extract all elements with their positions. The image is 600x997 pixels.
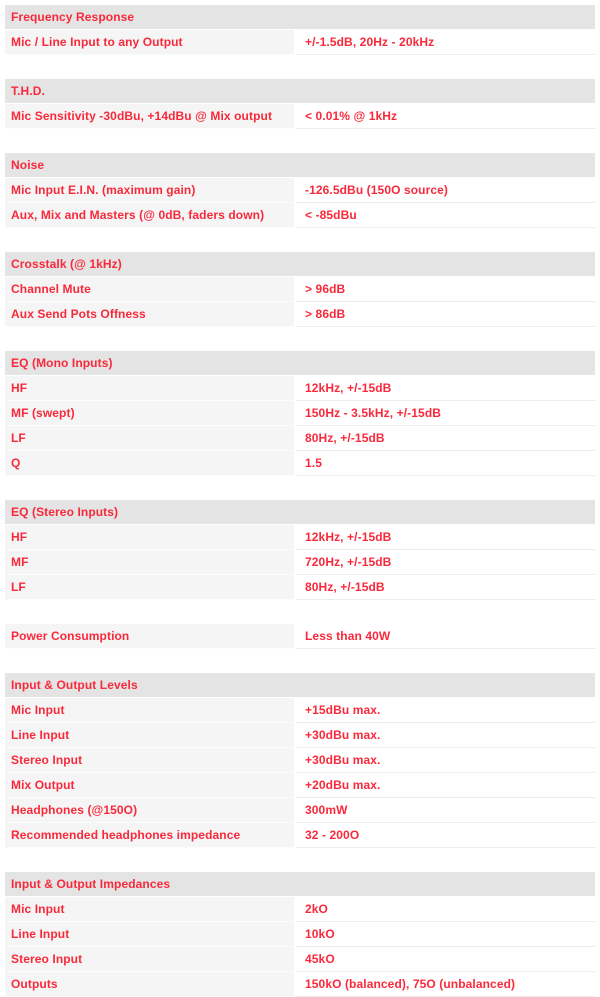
section-spacer <box>5 848 595 872</box>
section-header <box>5 252 595 277</box>
spec-label: Mic / Line Input to any Output <box>5 30 294 55</box>
spec-row <box>5 376 595 401</box>
section-header-label: Input & Output Impedances <box>11 877 171 891</box>
spec-label: Power Consumption <box>5 624 294 649</box>
spec-row <box>5 277 595 302</box>
spec-section-crosstalk <box>5 252 595 327</box>
section-header <box>5 5 595 30</box>
section-header <box>5 153 595 178</box>
spec-label: LF <box>5 575 294 600</box>
spec-value: > 96dB <box>296 277 595 302</box>
spec-value: > 86dB <box>296 302 595 327</box>
spec-row <box>5 426 595 451</box>
spec-label: Line Input <box>5 922 294 947</box>
spec-row <box>5 798 595 823</box>
section-spacer <box>5 55 595 79</box>
spec-label: Aux, Mix and Masters (@ 0dB, faders down) <box>5 203 294 228</box>
spec-label: Aux Send Pots Offness <box>5 302 294 327</box>
section-header-label: EQ (Stereo Inputs) <box>11 505 119 519</box>
spec-section-io-levels <box>5 673 595 848</box>
spec-label: MF (swept) <box>5 401 294 426</box>
spec-section-io-impedances <box>5 872 595 997</box>
spec-label: Recommended headphones impedance <box>5 823 294 848</box>
spec-value: < -85dBu <box>296 203 595 228</box>
section-header-label: Noise <box>11 158 45 172</box>
spec-value: +20dBu max. <box>296 773 595 798</box>
spec-value: 150Hz - 3.5kHz, +/-15dB <box>296 401 595 426</box>
spec-section-thd <box>5 79 595 129</box>
spec-label: LF <box>5 426 294 451</box>
spec-label: Line Input <box>5 723 294 748</box>
spec-value: 1.5 <box>296 451 595 476</box>
spec-label: Q <box>5 451 294 476</box>
spec-value: 80Hz, +/-15dB <box>296 426 595 451</box>
spec-section-power <box>5 624 595 649</box>
spec-row <box>5 972 595 997</box>
spec-label: MF <box>5 550 294 575</box>
spec-value: 12kHz, +/-15dB <box>296 376 595 401</box>
spec-row <box>5 401 595 426</box>
spec-value: 45kO <box>296 947 595 972</box>
section-header-label: Crosstalk (@ 1kHz) <box>11 257 122 271</box>
spec-label: Stereo Input <box>5 947 294 972</box>
section-spacer <box>5 129 595 153</box>
spec-row <box>5 773 595 798</box>
spec-row <box>5 451 595 476</box>
section-header-label: T.H.D. <box>11 84 45 98</box>
section-spacer <box>5 649 595 673</box>
spec-value: Less than 40W <box>296 624 595 649</box>
section-spacer <box>5 476 595 500</box>
section-spacer <box>5 228 595 252</box>
spec-label: Channel Mute <box>5 277 294 302</box>
spec-row <box>5 748 595 773</box>
spec-row <box>5 823 595 848</box>
spec-row <box>5 575 595 600</box>
spec-label: HF <box>5 525 294 550</box>
spec-value: 32 - 200O <box>296 823 595 848</box>
section-header <box>5 673 595 698</box>
spec-label: Mix Output <box>5 773 294 798</box>
spec-value: 720Hz, +/-15dB <box>296 550 595 575</box>
spec-row <box>5 178 595 203</box>
spec-sheet <box>5 5 595 997</box>
spec-row <box>5 104 595 129</box>
spec-row <box>5 897 595 922</box>
spec-row <box>5 30 595 55</box>
spec-row <box>5 922 595 947</box>
spec-label: Mic Input <box>5 897 294 922</box>
spec-label: Mic Input E.I.N. (maximum gain) <box>5 178 294 203</box>
section-header <box>5 79 595 104</box>
spec-value: +30dBu max. <box>296 748 595 773</box>
spec-label: Stereo Input <box>5 748 294 773</box>
spec-row <box>5 302 595 327</box>
spec-value: 10kO <box>296 922 595 947</box>
section-spacer <box>5 600 595 624</box>
section-spacer <box>5 327 595 351</box>
spec-label: Mic Input <box>5 698 294 723</box>
spec-row <box>5 947 595 972</box>
section-header-label: Input & Output Levels <box>11 678 138 692</box>
spec-section-noise <box>5 153 595 228</box>
spec-row <box>5 698 595 723</box>
spec-row <box>5 550 595 575</box>
spec-label: Mic Sensitivity -30dBu, +14dBu @ Mix output <box>5 104 294 129</box>
spec-section-frequency-response <box>5 5 595 55</box>
spec-row <box>5 624 595 649</box>
spec-value: 300mW <box>296 798 595 823</box>
spec-value: +15dBu max. <box>296 698 595 723</box>
spec-row <box>5 723 595 748</box>
spec-value: 80Hz, +/-15dB <box>296 575 595 600</box>
section-header <box>5 500 595 525</box>
spec-label: Outputs <box>5 972 294 997</box>
spec-value: 12kHz, +/-15dB <box>296 525 595 550</box>
spec-value: 150kO (balanced), 75O (unbalanced) <box>296 972 595 997</box>
spec-row <box>5 203 595 228</box>
section-header <box>5 872 595 897</box>
section-header <box>5 351 595 376</box>
spec-label: Headphones (@150O) <box>5 798 294 823</box>
spec-value: < 0.01% @ 1kHz <box>296 104 595 129</box>
spec-value: +30dBu max. <box>296 723 595 748</box>
spec-section-eq-mono <box>5 351 595 476</box>
section-header-label: Frequency Response <box>11 10 135 24</box>
spec-label: HF <box>5 376 294 401</box>
spec-value: -126.5dBu (150O source) <box>296 178 595 203</box>
spec-row <box>5 525 595 550</box>
section-header-label: EQ (Mono Inputs) <box>11 356 113 370</box>
spec-section-eq-stereo <box>5 500 595 600</box>
spec-value: 2kO <box>296 897 595 922</box>
spec-value: +/-1.5dB, 20Hz - 20kHz <box>296 30 595 55</box>
